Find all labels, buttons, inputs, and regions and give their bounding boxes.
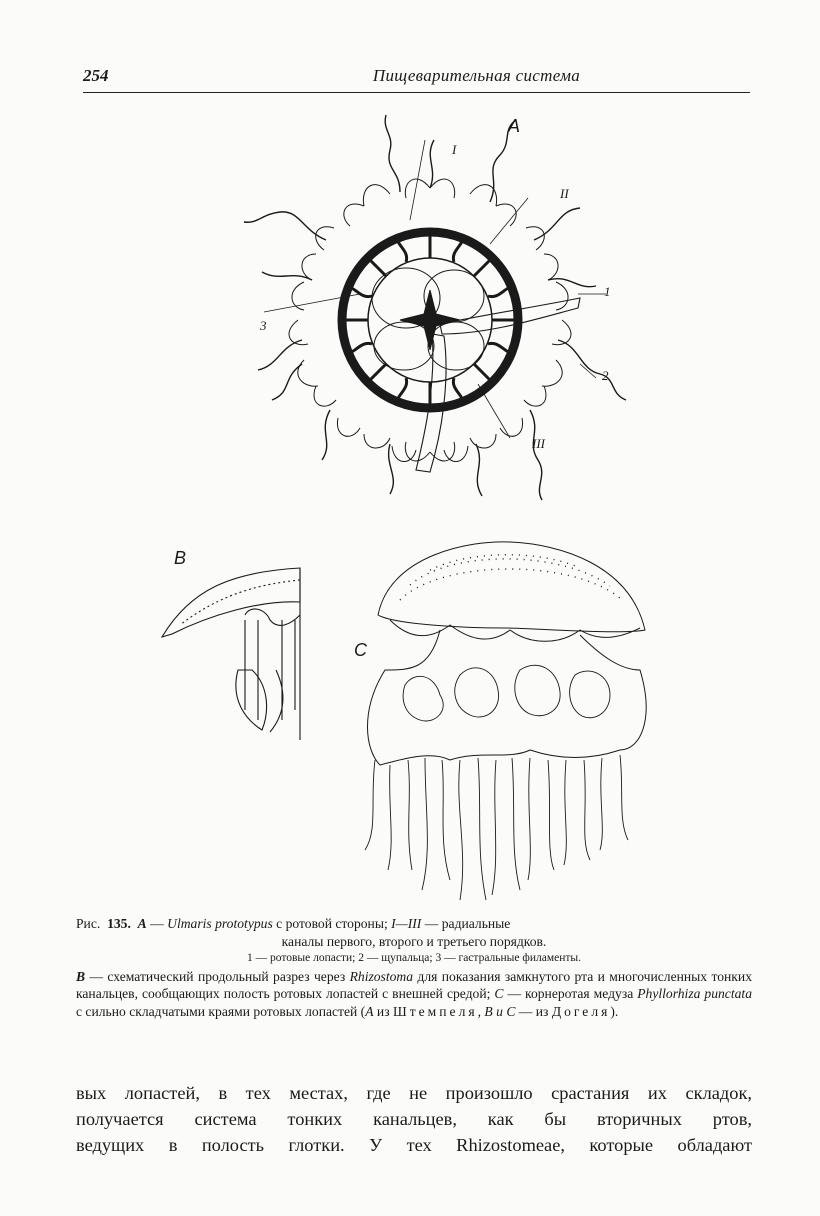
caption-src-a: A (365, 1003, 374, 1019)
caption-a-dash: — (146, 916, 168, 931)
caption-line1-end: — радиальные (421, 916, 511, 931)
label-canal-I: I (452, 142, 457, 157)
caption-b-genus: Rhizostoma (349, 968, 414, 984)
panel-b-letter: B (174, 548, 187, 568)
panel-a-drawing (244, 115, 626, 500)
caption-c-text1: — корнеротая медуза (503, 986, 638, 1001)
caption-prefix: Рис. (76, 916, 101, 931)
caption-legend: 1 — ротовые лопасти; 2 — щупальца; 3 — гастральные филаменты. (247, 952, 581, 964)
figure-135 (150, 110, 680, 910)
label-tentacles: 2 (602, 368, 609, 383)
caption-c-species: Phyllorhiza punctata (637, 986, 752, 1001)
caption-number: 135. (107, 916, 131, 931)
body-line-1: вых лопастей, в тех местах, где не произошло срастания их складок, (76, 1083, 752, 1103)
page-header (83, 62, 750, 92)
label-canal-II: II (560, 186, 569, 201)
caption-author1: Штемпеля (392, 1003, 478, 1019)
caption-a-rest: с ротовой стороны; (272, 916, 392, 931)
caption-c-text2: с сильно складчатыми краями ротовых лопастей ( (76, 1003, 366, 1019)
caption-roman-range: I—III (391, 916, 422, 931)
caption-b-letter: B (76, 968, 86, 984)
caption-src-bc: , B и C (477, 1003, 516, 1019)
caption-a-species: Ulmaris prototypus (167, 916, 273, 931)
caption-b-text1: — схематический продольный разрез через (85, 968, 350, 984)
panel-b-drawing (162, 568, 300, 740)
label-oral-arms: 1 (604, 284, 611, 299)
label-gastric-filaments: 3 (260, 318, 267, 333)
panel-a-letter: A (508, 116, 521, 136)
figure-illustration (150, 110, 680, 910)
figure-caption (76, 915, 752, 1020)
header-rule (83, 92, 750, 93)
running-title: Пищеварительная система (372, 66, 581, 85)
caption-b-text2: для показания замкнутого рта и многочисленных тонких канальцев, сообщающих полость ротовых лопастей с внешней средой; (76, 968, 752, 1001)
page-number: 254 (83, 66, 109, 85)
panel-c-drawing (365, 542, 646, 900)
caption-src-end: ). (610, 1003, 619, 1019)
body-line-2: получается система тонких канальцев, как бы вторичных ртов, (76, 1109, 752, 1129)
caption-author2: Догеля (551, 1003, 611, 1019)
panel-c-letter: C (354, 640, 367, 660)
body-text (76, 1080, 752, 1158)
caption-c-letter: C (494, 986, 504, 1001)
body-line-3: ведущих в полость глотки. У тех Rhizostomeae, которые обладают (76, 1135, 752, 1155)
caption-a-letter: A (137, 916, 147, 931)
caption-src-from2: — из (515, 1003, 552, 1019)
caption-line-1 (76, 915, 752, 933)
label-canal-III: III (532, 436, 545, 451)
caption-src-from1: из (373, 1003, 393, 1019)
caption-line-2: каналы первого, второго и третьего порядков. (281, 933, 547, 949)
caption-b-c (76, 968, 752, 1021)
